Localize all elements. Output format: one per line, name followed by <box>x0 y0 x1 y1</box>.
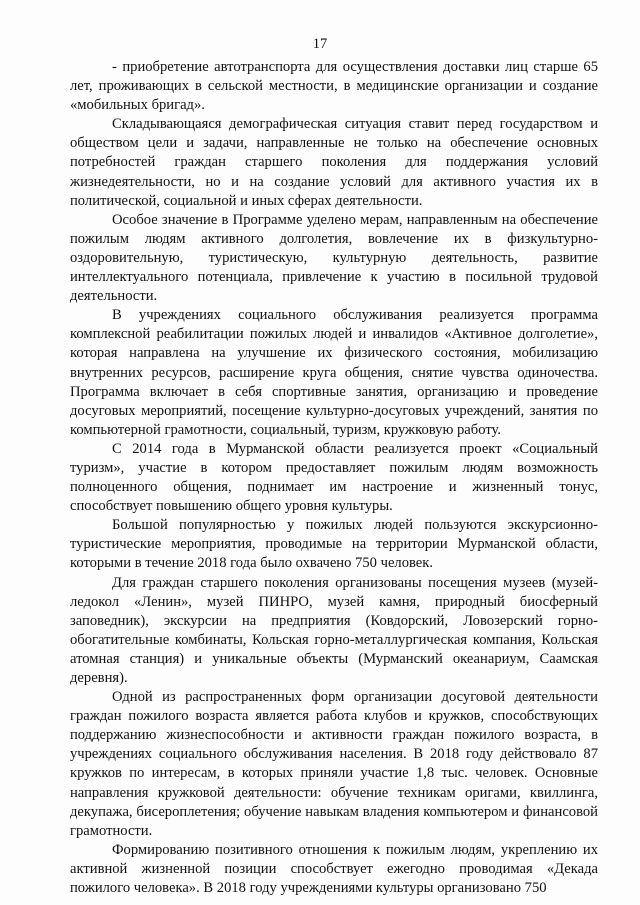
paragraph-clubs: Одной из распространенных форм организации досуговой деятельности граждан пожилого возраста является работа клубов и кружков, способствующих поддержанию жизнеспособности и активности граждан пожилого возраста, в учреждениях социального обслуживания населения. В 2018 году действовало 87 кружков по интересам, в которых приняли участие 1,8 тыс. человек. Основные направления кружковой деятельности: обучение техникам оригами, квиллинга, декупажа, бисероплетения; обучение навыкам владения компьютером и финансовой грамотности. <box>70 689 598 839</box>
paragraph-transport: - приобретение автотранспорта для осуществления доставки лиц старше 65 лет, проживающих в сельской местности, в медицинские организации и создание «мобильных бригад». <box>70 59 598 114</box>
paragraph-social-tourism: С 2014 года в Мурманской области реализуется проект «Социальный туризм», участие в котором предоставляет пожилым людям возможность полноценного общения, поднимает им настроение и жизненный тонус, способствует повышению общего уровня культуры. <box>70 440 598 515</box>
paragraph-demographic-situation: Складывающаяся демографическая ситуация ставит перед государством и обществом цели и задачи, направленные не только на обеспечение основных потребностей граждан старшего поколения для поддержания условий жизнедеятельности, но и на создание условий для активного участия их в политической, социальной и иных сферах деятельности. <box>70 116 598 209</box>
paragraph-decade: Формированию позитивного отношения к пожилым людям, укреплению их активной жизненной позиции способствует ежегодно проводимая «Декада пожилого человека». В 2018 году учреждениями культуры организовано 750 <box>70 841 598 897</box>
paragraph-active-longevity: Особое значение в Программе уделено мерам, направленным на обеспечение пожилым людям активного долголетия, вовлечение их в физкультурно-оздоровительную, туристическую, культурную деятельность, развитие интеллектуального потенциала, привлечение к участию в посильной трудовой деятельности. <box>70 211 598 305</box>
page-number: 17 <box>312 36 328 52</box>
paragraph-museums: Для граждан старшего поколения организованы посещения музеев (музей-ледокол «Ленин», музей ПИНРО, музей камня, природный биосферный заповедник), экскурсии на предприятия (Ковдорский, Ловозерский горно-обогатительные комбинаты, Кольская горно-металлургическая компания, Кольская атомная станция) и уникальные объекты (Мурманский океанариум, Саамская деревня). <box>70 574 598 686</box>
paragraph-excursions: Большой популярностью у пожилых людей пользуются экскурсионно-туристические мероприятия, проводимые на территории Мурманской области, которыми в течение 2018 года было охвачено 750 человек. <box>70 517 598 572</box>
body-text <box>70 58 598 898</box>
paragraph-rehabilitation-program: В учреждениях социального обслуживания реализуется программа комплексной реабилитации пожилых людей и инвалидов «Активное долголетие», которая направлена на улучшение их физического состояния, мобилизацию внутренних ресурсов, расширение круга общения, снятие чувства одиночества. Программа включает в себя спортивные занятия, организацию и проведение досуговых мероприятий, посещение культурно-досуговых учреждений, занятия по компьютерной грамотности, социальный, туризм, кружковую работу. <box>70 307 598 438</box>
